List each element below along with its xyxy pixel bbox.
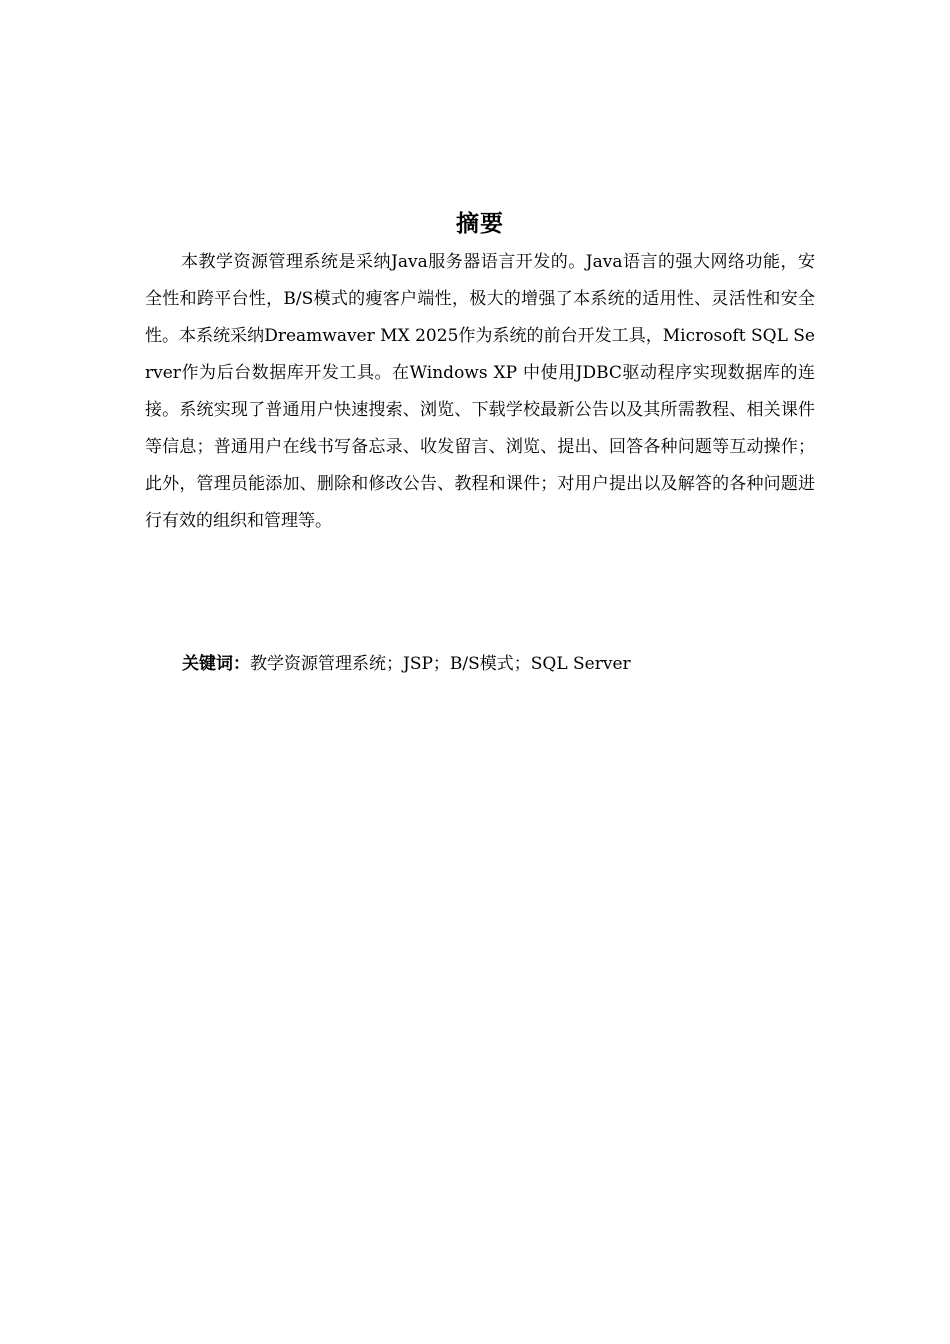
keywords-text: 教学资源管理系统；JSP；B/S模式；SQL Server <box>250 654 631 674</box>
keywords-line <box>182 650 822 678</box>
keywords-label: 关键词： <box>182 654 250 674</box>
abstract-title: 摘要 <box>456 211 504 237</box>
abstract-paragraph: 本教学资源管理系统是采纳Java服务器语言开发的。Java语言的强大网络功能，安全性和跨平台性，B/S模式的瘦客户端性，极大的增强了本系统的适用性、灵活性和安全性。本系统采纳Dreamwaver MX 2025作为系统的前台开发工具，Microsoft SQL Server作为后台数据库开发工具。在Windows XP 中使用JDBC驱动程序实现数据库的连接。系统实现了普通用户快速搜索、浏览、下载学校最新公告以及其所需教程、相关课件等信息；普通用户在线书写备忘录、收发留言、浏览、提出、回答各种问题等互动操作；此外，管理员能添加、删除和修改公告、教程和课件；对用户提出以及解答的各种问题进行有效的组织和管理等。 <box>145 252 815 531</box>
